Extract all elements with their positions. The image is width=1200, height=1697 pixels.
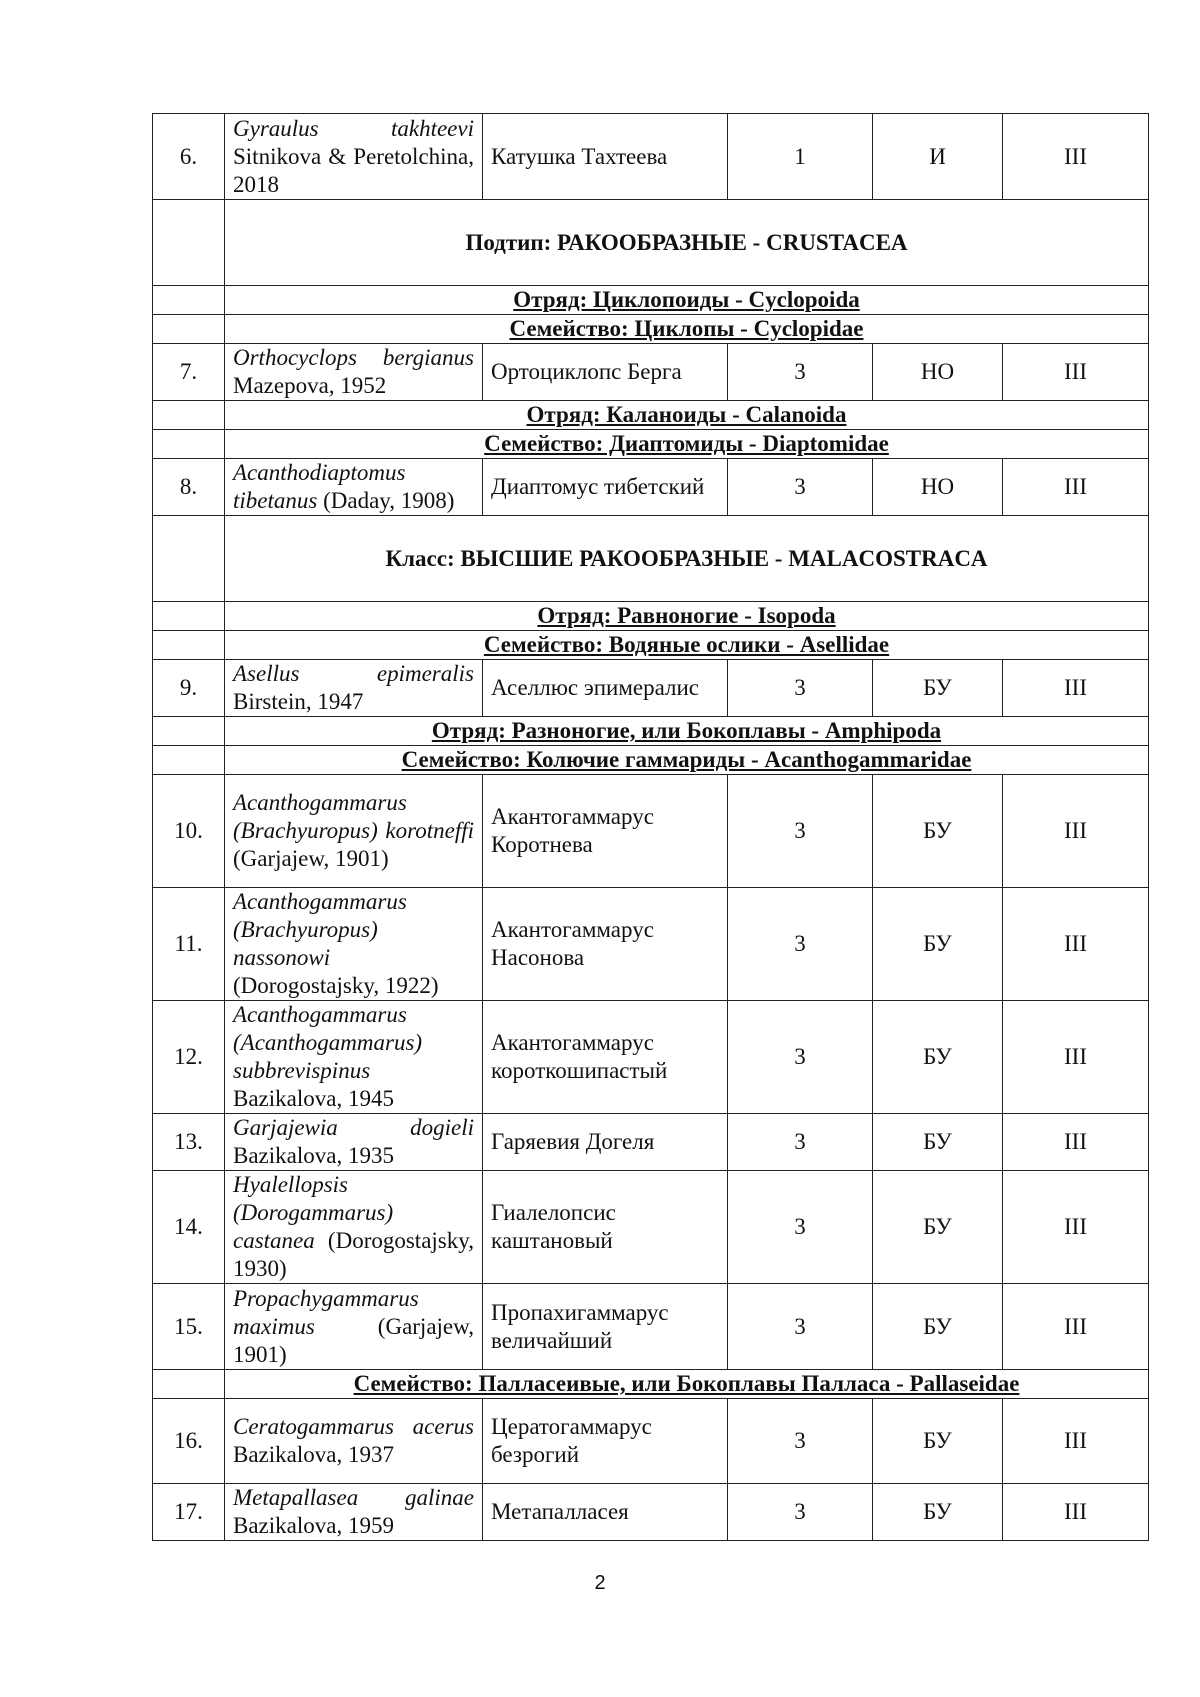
taxon-subgroup-header-row (153, 746, 1149, 775)
row-number: 12. (153, 1001, 225, 1114)
empty-number-cell (153, 631, 225, 660)
empty-number-cell (153, 1370, 225, 1399)
taxon-group-title: Класс: ВЫСШИЕ РАКООБРАЗНЫЕ - MALACOSTRACA (225, 516, 1149, 602)
russian-name: Акантогаммарус Коротнева (483, 775, 728, 888)
russian-name: Метапалласея (483, 1484, 728, 1541)
priority-value: III (1003, 1484, 1149, 1541)
russian-name: Диаптомус тибетский (483, 459, 728, 516)
category-value: 3 (728, 1114, 873, 1171)
latin-genus-species: Garjajewia dogieli (233, 1115, 474, 1140)
status-value: БУ (873, 1484, 1003, 1541)
priority-value: III (1003, 1399, 1149, 1484)
latin-author: (Daday, 1908) (323, 488, 455, 513)
russian-name: Ортоциклопс Берга (483, 344, 728, 401)
table-row (153, 114, 1149, 200)
taxon-subgroup-title: Отряд: Равноногие - Isopoda (225, 602, 1149, 631)
russian-name: Цератогаммарус безрогий (483, 1399, 728, 1484)
latin-genus-species: Propachygammarus maximus (233, 1285, 419, 1339)
russian-name: Акантогаммарус короткошипастый (483, 1001, 728, 1114)
category-value: 3 (728, 1171, 873, 1284)
taxon-subgroup-header-row (153, 631, 1149, 660)
category-value: 3 (728, 1284, 873, 1370)
status-value: БУ (873, 1284, 1003, 1370)
latin-name (225, 344, 483, 401)
taxon-subgroup-header-row (153, 315, 1149, 344)
latin-author: Birstein, 1947 (233, 689, 364, 714)
page-number: 2 (594, 1572, 606, 1594)
latin-author: Bazikalova, 1959 (233, 1513, 394, 1538)
taxon-subgroup-title: Семейство: Палласеивые, или Бокоплавы Палласа - Pallaseidae (225, 1370, 1149, 1399)
taxon-subgroup-title: Семейство: Циклопы - Cyclopidae (225, 315, 1149, 344)
latin-genus-species: Orthocyclops bergianus (233, 345, 474, 370)
empty-number-cell (153, 430, 225, 459)
latin-genus-species: Asellus epimeralis (233, 661, 474, 686)
category-value: 3 (728, 775, 873, 888)
row-number: 7. (153, 344, 225, 401)
priority-value: III (1003, 459, 1149, 516)
status-value: БУ (873, 1399, 1003, 1484)
russian-name: Гиалелопсис каштановый (483, 1171, 728, 1284)
latin-author: Bazikalova, 1937 (233, 1442, 394, 1467)
empty-number-cell (153, 602, 225, 631)
row-number: 17. (153, 1484, 225, 1541)
priority-value: III (1003, 775, 1149, 888)
taxon-subgroup-title: Семейство: Водяные ослики - Asellidae (225, 631, 1149, 660)
taxon-group-header-row (153, 200, 1149, 286)
latin-genus-species: Metapallasea galinae (233, 1485, 474, 1510)
status-value: БУ (873, 1001, 1003, 1114)
table-row (153, 1399, 1149, 1484)
table-row (153, 1171, 1149, 1284)
status-value: И (873, 114, 1003, 200)
latin-name (225, 114, 483, 200)
row-number: 15. (153, 1284, 225, 1370)
latin-author: (Garjajew, 1901) (233, 1313, 474, 1367)
table-row (153, 888, 1149, 1001)
row-number: 8. (153, 459, 225, 516)
latin-author: Bazikalova, 1945 (233, 1086, 394, 1111)
latin-name (225, 1484, 483, 1541)
table-row (153, 1284, 1149, 1370)
priority-value: III (1003, 1171, 1149, 1284)
priority-value: III (1003, 660, 1149, 717)
latin-name (225, 888, 483, 1001)
species-table (152, 113, 1149, 1541)
category-value: 3 (728, 1399, 873, 1484)
category-value: 3 (728, 1001, 873, 1114)
russian-name: Катушка Тахтеева (483, 114, 728, 200)
table-row (153, 660, 1149, 717)
latin-genus-species: Gyraulus takhteevi (233, 115, 474, 141)
russian-name: Пропахигаммарус величайший (483, 1284, 728, 1370)
latin-genus-species: Hyalellopsis (Dorogammarus) castanea (233, 1172, 394, 1253)
priority-value: III (1003, 1284, 1149, 1370)
russian-name: Акантогаммарус Насонова (483, 888, 728, 1001)
latin-name (225, 1399, 483, 1484)
status-value: БУ (873, 1171, 1003, 1284)
row-number: 11. (153, 888, 225, 1001)
table-row (153, 1001, 1149, 1114)
row-number: 14. (153, 1171, 225, 1284)
latin-genus-species: Acanthogammarus (Acanthogammarus) subbrevispinus (233, 1002, 423, 1083)
table-row (153, 459, 1149, 516)
latin-name (225, 459, 483, 516)
empty-number-cell (153, 200, 225, 286)
empty-number-cell (153, 401, 225, 430)
taxon-subgroup-header-row (153, 401, 1149, 430)
priority-value: III (1003, 1001, 1149, 1114)
latin-author: (Dorogostajsky, 1922) (233, 973, 439, 998)
taxon-subgroup-header-row (153, 286, 1149, 315)
status-value: БУ (873, 660, 1003, 717)
category-value: 3 (728, 459, 873, 516)
latin-author: (Dorogostajsky, 1930) (233, 1228, 474, 1281)
table-row (153, 775, 1149, 888)
latin-genus-species: Ceratogammarus acerus (233, 1414, 474, 1439)
latin-name (225, 1001, 483, 1114)
priority-value: III (1003, 344, 1149, 401)
empty-number-cell (153, 516, 225, 602)
latin-name (225, 660, 483, 717)
taxon-group-header-row (153, 516, 1149, 602)
taxon-subgroup-header-row (153, 717, 1149, 746)
latin-genus-species: Acanthogammarus (Brachyuropus) nassonowi (233, 889, 407, 970)
taxon-subgroup-header-row (153, 602, 1149, 631)
latin-name (225, 1114, 483, 1171)
taxon-subgroup-title: Семейство: Диаптомиды - Diaptomidae (225, 430, 1149, 459)
category-value: 1 (728, 114, 873, 200)
table-row (153, 1114, 1149, 1171)
row-number: 9. (153, 660, 225, 717)
category-value: 3 (728, 888, 873, 1001)
category-value: 3 (728, 344, 873, 401)
latin-author: (Garjajew, 1901) (233, 846, 389, 871)
taxon-group-title: Подтип: РАКООБРАЗНЫЕ - CRUSTACEA (225, 200, 1149, 286)
priority-value: III (1003, 1114, 1149, 1171)
taxon-subgroup-title: Отряд: Каланоиды - Calanoida (225, 401, 1149, 430)
table-row (153, 1484, 1149, 1541)
taxon-subgroup-title: Семейство: Колючие гаммариды - Acanthogammaridae (225, 746, 1149, 775)
latin-genus-species: Acanthodiaptomus tibetanus (233, 460, 406, 513)
taxon-subgroup-header-row (153, 1370, 1149, 1399)
empty-number-cell (153, 746, 225, 775)
latin-name (225, 1284, 483, 1370)
latin-name (225, 775, 483, 888)
latin-author: Sitnikova & Peretolchina, 2018 (233, 143, 474, 197)
category-value: 3 (728, 1484, 873, 1541)
table-row (153, 344, 1149, 401)
empty-number-cell (153, 286, 225, 315)
taxon-subgroup-title: Отряд: Разноногие, или Бокоплавы - Amphipoda (225, 717, 1149, 746)
russian-name: Аселлюс эпимералис (483, 660, 728, 717)
latin-author: Bazikalova, 1935 (233, 1143, 394, 1168)
species-table-body (153, 114, 1149, 1541)
latin-author: Mazepova, 1952 (233, 373, 387, 398)
row-number: 10. (153, 775, 225, 888)
row-number: 6. (153, 114, 225, 200)
status-value: БУ (873, 1114, 1003, 1171)
category-value: 3 (728, 660, 873, 717)
empty-number-cell (153, 315, 225, 344)
status-value: БУ (873, 775, 1003, 888)
status-value: БУ (873, 888, 1003, 1001)
empty-number-cell (153, 717, 225, 746)
priority-value: III (1003, 888, 1149, 1001)
latin-name (225, 1171, 483, 1284)
priority-value: III (1003, 114, 1149, 200)
taxon-subgroup-header-row (153, 430, 1149, 459)
status-value: НО (873, 459, 1003, 516)
status-value: НО (873, 344, 1003, 401)
latin-genus-species: Acanthogammarus (Brachyuropus) korotneffi (233, 790, 474, 843)
russian-name: Гаряевия Догеля (483, 1114, 728, 1171)
taxon-subgroup-title: Отряд: Циклопоиды - Cyclopoida (225, 286, 1149, 315)
row-number: 13. (153, 1114, 225, 1171)
row-number: 16. (153, 1399, 225, 1484)
